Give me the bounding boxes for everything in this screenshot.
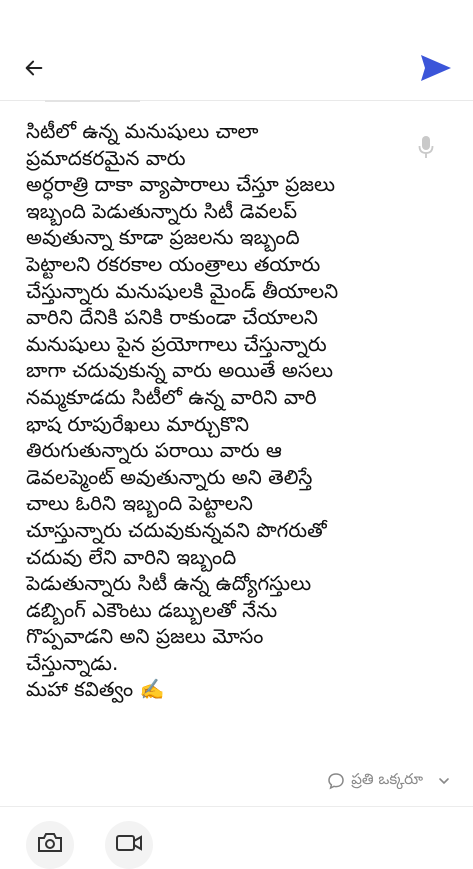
voice-input-button[interactable] bbox=[415, 132, 437, 162]
post-editor[interactable] bbox=[0, 102, 473, 762]
video-button[interactable] bbox=[105, 821, 153, 869]
post-text[interactable]: సిటీలో ఉన్న మనుషులు చాలా ప్రమాదకరమైన వారు అర్ధరాత్రి దాకా వ్యాపారాలు చేస్తూ ప్రజలు ఇబ్బంది పెడుతున్నారు సిటీ డెవలప్ అవుతున్నా కూడా ప్రజలను ఇబ్బంది పెట్టాలని రకరకాల యంత్రాలు తయారు చేస్తున్నారు మనుషులకి మైండ్ తీయాలని వారిని దేనికి పనికి రాకుండా చేయాలని మనుషులు పైన ప్రయోగాలు చేస్తున్నారు బాగా చదువుకున్న వారు అయితే అసలు నమ్మకూడదు సిటీలో ఉన్న వారిని వారి భాష రూపురేఖలు మార్చుకొని తిరుగుతున్నారు పరాయి వారు ఆ డెవలప్మెంట్ అవుతున్నారు అని తెలిస్తే చాలు ఓరిని ఇబ్బంది పెట్టాలని చూస్తున్నారు చదువుకున్నవని పొగరుతో చదువు లేని వారిని ఇబ్బంది పెడుతున్నారు సిటీ ఉన్న ఉద్యోగస్తులు డబ్బింగ్ ఎకౌంటు డబ్బులతో నేను గొప్పవాడని అని ప్రజలు మోసం చేస్తున్నాడు. మహా కవిత్వం ✍️ bbox=[26, 119, 339, 702]
speech-bubble-icon bbox=[327, 772, 345, 790]
chevron-down-icon bbox=[437, 774, 451, 788]
back-button[interactable] bbox=[18, 52, 50, 84]
top-bar bbox=[0, 0, 473, 101]
microphone-icon bbox=[418, 135, 434, 159]
camera-icon bbox=[37, 831, 63, 853]
arrow-left-icon bbox=[23, 57, 45, 79]
send-icon bbox=[420, 54, 452, 82]
send-button[interactable] bbox=[417, 50, 455, 86]
video-camera-icon bbox=[115, 831, 143, 853]
bottom-toolbar bbox=[0, 806, 473, 841]
audience-selector[interactable] bbox=[327, 767, 451, 795]
audience-label: ప్రతి ఒక్కరూ bbox=[351, 770, 423, 788]
camera-button[interactable] bbox=[26, 821, 74, 869]
audience-row bbox=[0, 762, 473, 802]
